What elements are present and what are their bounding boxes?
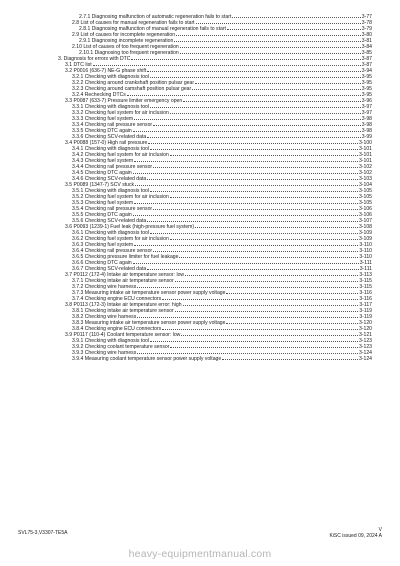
toc-entry-page: 3-87 xyxy=(361,55,372,62)
toc-dot-leader xyxy=(147,133,361,138)
toc-entry-title: 3. Diagnosis for errors with DTC xyxy=(58,55,131,62)
toc-dot-leader xyxy=(131,55,360,60)
toc-entry-title: 3.6.7 Checking SCV-related data xyxy=(72,266,147,273)
footer-issue: KiSC issued 09, 2024 A xyxy=(329,533,382,539)
toc-entry-title: 3.7.3 Measuring intake air temperature sensor power supply voltage xyxy=(72,290,226,297)
toc-entry-page: 3-110 xyxy=(359,248,372,255)
toc-entry-page: 3-107 xyxy=(358,218,372,225)
toc-dot-leader xyxy=(180,43,361,48)
toc-entry-page: 3-80 xyxy=(361,31,372,38)
toc-entry-title: 3.6.4 Checking rail pressure sensor xyxy=(72,248,153,255)
toc-entry-page: 3-96 xyxy=(361,97,372,104)
toc-entry-title: 3.4 P0088 (157-0) High rail pressure xyxy=(65,139,148,146)
toc-entry-page: 3-123 xyxy=(358,344,372,351)
toc-entry-page: 3-120 xyxy=(358,320,372,327)
toc-dot-leader xyxy=(175,278,359,283)
toc-entry-page: 3-117 xyxy=(359,302,372,309)
toc-entry-title: 3.3.4 Checking rail pressure sensor xyxy=(72,121,153,128)
toc-entry-page: 3-95 xyxy=(361,91,372,98)
toc-entry-page: 3-113 xyxy=(359,272,372,279)
toc-dot-leader xyxy=(175,308,359,313)
toc-entry-page: 3-105 xyxy=(358,188,372,195)
toc-dot-leader xyxy=(134,199,358,204)
toc-entry-title: 3.6.2 Checking fuel system for air inclusion xyxy=(72,236,169,243)
toc-entry-title: 3.4.6 Checking SCV-related data xyxy=(72,176,147,183)
toc-entry-page: 3-101 xyxy=(358,151,372,158)
toc-entry-title: 2.8 List of causes for manual regeneration fails to start xyxy=(72,19,195,26)
toc-entry-page: 3-115 xyxy=(359,278,372,285)
toc-dot-leader xyxy=(185,272,358,277)
toc-entry-page: 3-105 xyxy=(358,194,372,201)
toc-dot-leader xyxy=(153,206,358,211)
toc-entry-title: 3.3.1 Checking with diagnosis tool xyxy=(72,103,150,110)
toc-entry-page: 3-108 xyxy=(358,224,372,231)
toc-entry-title: 3.4.2 Checking fuel system for air inclusion xyxy=(72,151,169,158)
toc-entry-page: 3-95 xyxy=(361,73,372,80)
toc-entry-page: 3-99 xyxy=(361,133,372,140)
toc-entry-title: 3.9.4 Measuring coolant temperature sensor power supply voltage xyxy=(72,356,222,363)
toc-dot-leader xyxy=(137,314,358,319)
toc-entry-title: 3.6.3 Checking fuel system xyxy=(72,242,134,249)
toc-entry-page: 3-95 xyxy=(361,85,372,92)
toc-dot-leader xyxy=(127,91,361,96)
toc-entry-title: 3.5.5 Checking DTC again xyxy=(72,212,132,219)
toc-entry-page: 3-124 xyxy=(358,356,372,363)
toc-dot-leader xyxy=(150,103,361,108)
toc-entry-title: 3.4.5 Checking DTC again xyxy=(72,170,132,176)
toc-entry-page: 3-81 xyxy=(361,37,372,44)
toc-dot-leader xyxy=(196,19,361,24)
toc-entry-title: 3.1 DTC list xyxy=(65,61,92,68)
toc-dot-leader xyxy=(133,169,358,174)
toc-entry-page: 3-78 xyxy=(361,19,372,26)
toc-dot-leader xyxy=(179,254,358,259)
toc-entry-title: 2.10 List of causes of too frequent regeneration xyxy=(72,43,179,50)
toc-entry-title: 3.3.3 Checking fuel system xyxy=(72,115,134,122)
toc-entry-title: 3.8.4 Checking engine ECU connectors xyxy=(72,326,162,333)
toc-dot-leader xyxy=(150,187,358,192)
toc-entry-page: 3-103 xyxy=(358,176,372,183)
toc-entry-title: 3.5.4 Checking rail pressure sensor xyxy=(72,206,153,213)
toc-entry-title: 3.6 P0093 (1239-1) Fuel leak (high-pressure fuel system) xyxy=(65,224,195,231)
toc-entry-page: 3-101 xyxy=(358,157,372,164)
toc-entry-title: 3.9.3 Checking wire harness xyxy=(72,350,137,357)
toc-entry-page: 3-116 xyxy=(359,290,372,297)
toc-dot-leader xyxy=(133,212,358,217)
toc-entry-title: 3.4.4 Checking rail pressure sensor xyxy=(72,163,153,170)
table-of-contents xyxy=(58,13,372,362)
toc-dot-leader xyxy=(137,350,358,355)
toc-entry-title: 2.9 List of causes for incomplete regeneration xyxy=(72,31,176,38)
toc-entry-title: 2.9.1 Diagnosing incomplete regeneration xyxy=(79,37,174,44)
toc-entry-title: 3.4.3 Checking fuel system xyxy=(72,157,134,164)
toc-entry-title: 3.7.1 Checking intake air temperature sensor xyxy=(72,278,174,285)
toc-entry-page: 3-79 xyxy=(361,25,372,32)
toc-entry-title: 3.3.2 Checking fuel system for air inclusion xyxy=(72,109,169,116)
toc-entry-page: 3-100 xyxy=(358,139,372,146)
toc-entry-page: 3-110 xyxy=(359,254,372,261)
toc-dot-leader xyxy=(170,193,358,198)
toc-dot-leader xyxy=(134,242,358,247)
toc-entry-title: 3.5.2 Checking fuel system for air inclusion xyxy=(72,194,169,201)
toc-dot-leader xyxy=(162,326,358,331)
toc-entry-page: 3-102 xyxy=(358,170,372,176)
toc-entry-title: 3.2.4 Rechecking DTCs xyxy=(72,91,126,98)
toc-entry-page: 3-124 xyxy=(358,350,372,357)
toc-entry-page: 3-104 xyxy=(358,182,372,189)
toc-dot-leader xyxy=(135,181,358,186)
toc-entry-page: 3-119 xyxy=(359,308,372,315)
toc-entry-page: 3-115 xyxy=(359,284,372,291)
toc-dot-leader xyxy=(150,338,358,343)
toc-dot-leader xyxy=(153,248,358,253)
toc-dot-leader xyxy=(133,127,361,132)
toc-entry-title: 3.8 P0113 (172-3) Intake air temperature error: high xyxy=(65,302,182,309)
toc-entry-title: 3.8.3 Measuring intake air temperature sensor power supply voltage xyxy=(72,320,226,327)
toc-entry-title: 3.5.1 Checking with diagnosis tool xyxy=(72,188,150,195)
toc-dot-leader xyxy=(150,73,361,78)
toc-entry-page: 3-95 xyxy=(361,79,372,86)
toc-entry-page: 3-123 xyxy=(358,338,372,345)
toc-dot-leader xyxy=(153,163,358,168)
toc-entry-page: 3-109 xyxy=(358,230,372,237)
toc-entry-page: 3-87 xyxy=(361,61,372,68)
toc-entry-title: 2.10.1 Diagnosing too frequent regeneration xyxy=(79,49,179,56)
toc-entry-page: 3-101 xyxy=(358,145,372,152)
toc-entry-title: 3.8.1 Checking intake air temperature sensor xyxy=(72,308,174,315)
toc-dot-leader xyxy=(183,97,361,102)
toc-entry-title: 3.6.6 Checking DTC again xyxy=(72,260,132,267)
toc-entry-page: 3-94 xyxy=(361,67,372,74)
toc-entry-page: 3-116 xyxy=(359,296,372,303)
toc-entry-page: 3-120 xyxy=(358,326,372,333)
toc-dot-leader xyxy=(147,218,358,223)
toc-entry-title: 3.2.3 Checking around camshaft position pulsar gear xyxy=(72,85,192,92)
toc-entry-page: 3-111 xyxy=(359,260,372,267)
toc-entry-title: 3.9.1 Checking with diagnosis tool xyxy=(72,338,150,345)
toc-dot-leader xyxy=(226,320,358,325)
toc-entry-page: 3-119 xyxy=(359,314,372,321)
toc-entry-title: 3.6.5 Checking pressure limiter for fuel leakage xyxy=(72,254,179,261)
footer-page-number: V xyxy=(378,527,382,533)
toc-dot-leader xyxy=(195,79,361,84)
toc-dot-leader xyxy=(153,121,361,126)
toc-dot-leader xyxy=(195,224,358,229)
toc-dot-leader xyxy=(174,37,361,42)
toc-dot-leader xyxy=(134,115,361,120)
toc-dot-leader xyxy=(176,31,361,36)
toc-dot-leader xyxy=(93,61,361,66)
toc-entry-page: 3-77 xyxy=(361,13,372,20)
toc-entry-title: 3.3 P0087 (633-7) Pressure limiter emergency open xyxy=(65,97,183,104)
toc-entry-title: 3.6.1 Checking with diagnosis tool xyxy=(72,230,150,237)
toc-entry-page: 3-97 xyxy=(361,109,372,116)
toc-entry-title: 2.8.1 Diagnosing malfunction of manual regeneration fails to start xyxy=(79,25,226,32)
toc-dot-leader xyxy=(133,260,359,265)
toc-dot-leader xyxy=(180,49,361,54)
toc-dot-leader xyxy=(192,85,361,90)
toc-entry-page: 3-98 xyxy=(361,121,372,128)
toc-entry-page: 3-105 xyxy=(358,200,372,207)
toc-dot-leader xyxy=(232,13,360,18)
toc-dot-leader xyxy=(150,230,358,235)
footer-right xyxy=(329,527,382,539)
toc-entry-page: 3-106 xyxy=(358,206,372,213)
toc-entry-title: 3.9.2 Checking coolant temperature sensor xyxy=(72,344,170,351)
toc-entry-title: 3.7 P0112 (172-4) Intake air temperature sensor: low xyxy=(65,272,185,279)
toc-entry-title: 3.7.4 Checking engine ECU connectors xyxy=(72,296,162,303)
toc-dot-leader xyxy=(170,236,358,241)
toc-dot-leader xyxy=(226,290,358,295)
toc-dot-leader xyxy=(150,145,358,150)
watermark: heavy-equipmentmanual.com xyxy=(128,548,272,560)
toc-dot-leader xyxy=(170,151,358,156)
toc-entry-title: 3.5.3 Checking fuel system xyxy=(72,200,134,207)
toc-entry-page: 3-97 xyxy=(361,103,372,110)
toc-entry-title: 3.2.1 Checking with diagnosis tool xyxy=(72,73,150,80)
toc-entry-title: 3.2 P0016 (636-7) NE-G phase shift xyxy=(65,67,147,74)
toc-dot-leader xyxy=(147,67,361,72)
toc-entry-title: 3.4.1 Checking with diagnosis tool xyxy=(72,145,150,152)
toc-entry-page: 3-98 xyxy=(361,115,372,122)
toc-entry-title: 3.9 P0117 (110-4) Coolant temperature sensor: low xyxy=(65,332,181,339)
toc-dot-leader xyxy=(137,284,358,289)
toc-entry-page: 3-110 xyxy=(359,242,372,249)
toc-dot-leader xyxy=(148,139,358,144)
toc-entry-title: 3.3.6 Checking SCV-related data xyxy=(72,133,147,140)
toc-entry-page: 3-85 xyxy=(361,49,372,56)
toc-entry-page: 3-109 xyxy=(358,236,372,243)
toc-entry-title: 2.7.1 Diagnosing malfunction of automatic regeneration fails to start xyxy=(79,13,232,20)
toc-entry-page: 3-84 xyxy=(361,43,372,50)
toc-entry-page: 3-106 xyxy=(358,212,372,219)
toc-dot-leader xyxy=(170,109,361,114)
toc-dot-leader xyxy=(181,332,358,337)
toc-entry-page: 3-98 xyxy=(361,127,372,134)
toc-entry-page: 3-111 xyxy=(359,266,372,273)
toc-entry-title: 3.8.2 Checking wire harness xyxy=(72,314,137,321)
toc-entry-title: 3.2.2 Checking around crankshaft position pulsar gear xyxy=(72,79,195,86)
toc-dot-leader xyxy=(183,302,359,307)
toc-entry[interactable] xyxy=(58,356,372,362)
toc-entry-page: 3-102 xyxy=(358,163,372,170)
toc-dot-leader xyxy=(227,25,361,30)
toc-dot-leader xyxy=(222,356,358,361)
toc-dot-leader xyxy=(162,296,358,301)
toc-dot-leader xyxy=(147,175,358,180)
toc-entry-title: 3.5.6 Checking SCV-related data xyxy=(72,218,147,225)
toc-entry-title: 3.5 P0089 (1347-7) SCV stuck xyxy=(65,182,135,189)
footer-doc-code: SVL75-3,V3307-TE5A xyxy=(18,530,68,536)
toc-dot-leader xyxy=(147,266,359,271)
toc-entry-page: 3-121 xyxy=(358,332,372,339)
toc-entry-title: 3.3.5 Checking DTC again xyxy=(72,127,132,134)
toc-dot-leader xyxy=(170,344,358,349)
toc-dot-leader xyxy=(134,157,358,162)
toc-entry-title: 3.7.2 Checking wire harness xyxy=(72,284,137,291)
